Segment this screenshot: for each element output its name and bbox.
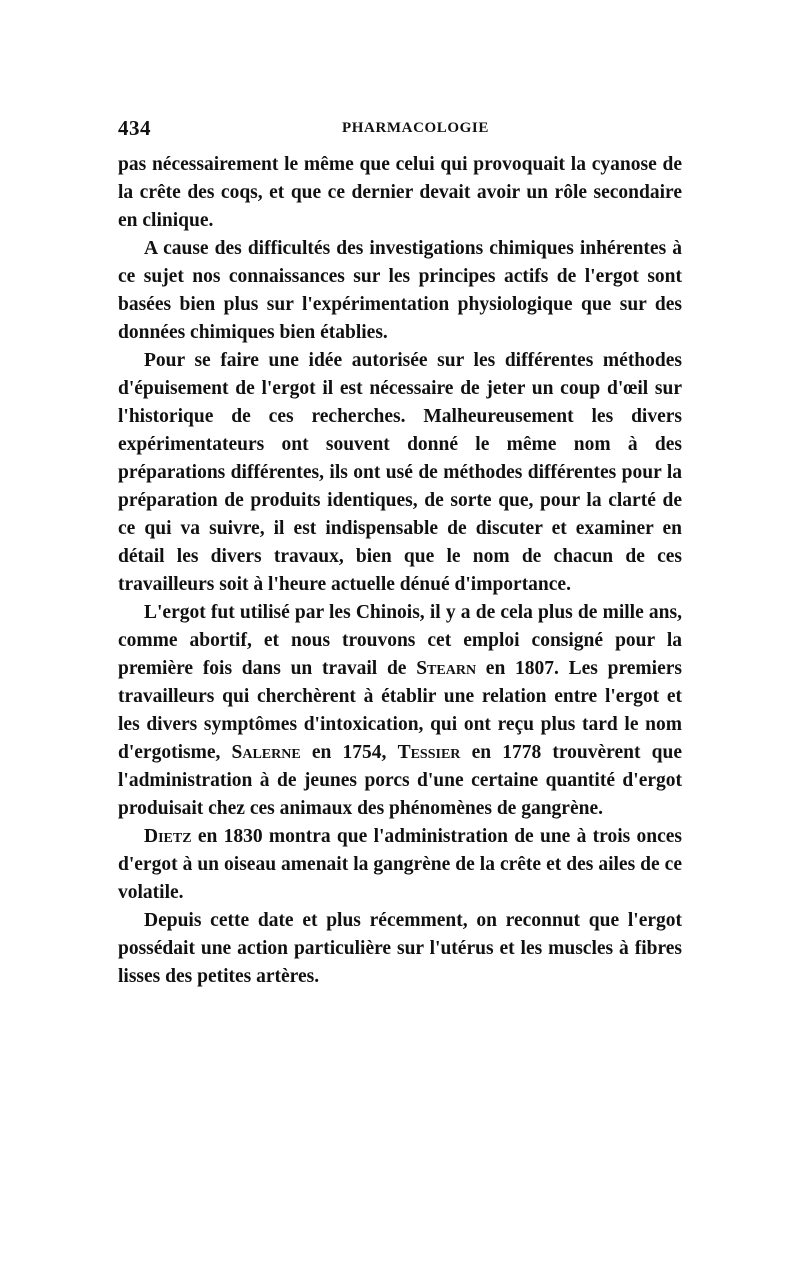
running-head — [118, 116, 682, 140]
paragraph-6 — [118, 907, 682, 991]
paragraph-1-text: pas nécessairement le même que celui qui provoquait la cyanose de la crête des coqs, et que ce dernier devait avoir un rôle secondaire en clinique. — [118, 154, 682, 231]
paragraph-4 — [118, 599, 682, 823]
paragraph-1 — [118, 151, 682, 235]
paragraph-4-text: en 1807. Les premiers travailleurs qui cherchèrent à établir une relation entre l'ergot et les divers symptômes d'intoxication, qui ont reçu plus tard le nom d'ergotisme, — [118, 658, 682, 763]
paragraph-4-text: en 1778 trouvèrent que l'administration à de jeunes porcs d'une certaine quantité d'ergot produisait chez ces animaux des phénomènes de gangrène. — [118, 742, 682, 819]
paragraph-5-text: en 1830 montra que l'administration de une à trois onces d'ergot à un oiseau amenait la gangrène de la crête et des ailes de ce volatile. — [118, 826, 682, 903]
page-number: 434 — [118, 116, 151, 140]
paragraph-4-text: en 1754, — [300, 742, 398, 763]
body-text — [118, 151, 682, 991]
paragraph-2 — [118, 235, 682, 347]
author-name-dietz: Dietz — [144, 826, 192, 847]
author-name-tessier: Tessier — [397, 742, 461, 763]
paragraph-6-text: Depuis cette date et plus récemment, on reconnut que l'ergot possédait une action particulière sur l'utérus et les muscles à fibres lisses des petites artères. — [118, 910, 682, 987]
author-name-salerne: Salerne — [231, 742, 301, 763]
paragraph-5 — [118, 823, 682, 907]
running-title: PHARMACOLOGIE — [342, 120, 489, 136]
paragraph-3 — [118, 347, 682, 599]
paragraph-4-text: L'ergot fut utilisé par les Chinois, il y a de cela plus de mille ans, comme abortif, et nous trouvons cet emploi consigné pour la première fois dans un travail de — [118, 602, 682, 679]
paragraph-2-text: A cause des difficultés des investigations chimiques inhérentes à ce sujet nos connaissances sur les principes actifs de l'ergot sont basées bien plus sur l'expérimentation physiologique que sur des données chimiques bien établies. — [118, 238, 682, 343]
paragraph-3-text: Pour se faire une idée autorisée sur les différentes méthodes d'épuisement de l'ergot il est nécessaire de jeter un coup d'œil sur l'historique de ces recherches. Malheureusement les divers expérimentateurs ont souvent donné le même nom à des préparations différentes, ils ont usé de méthodes différentes pour la préparation de produits identiques, de sorte que, pour la clarté de ce qui va suivre, il est indispensable de discuter et examiner en détail les divers travaux, bien que le nom de chacun de ces travailleurs soit à l'heure actuelle dénué d'importance. — [118, 350, 682, 595]
author-name-stearn: Stearn — [416, 658, 477, 679]
